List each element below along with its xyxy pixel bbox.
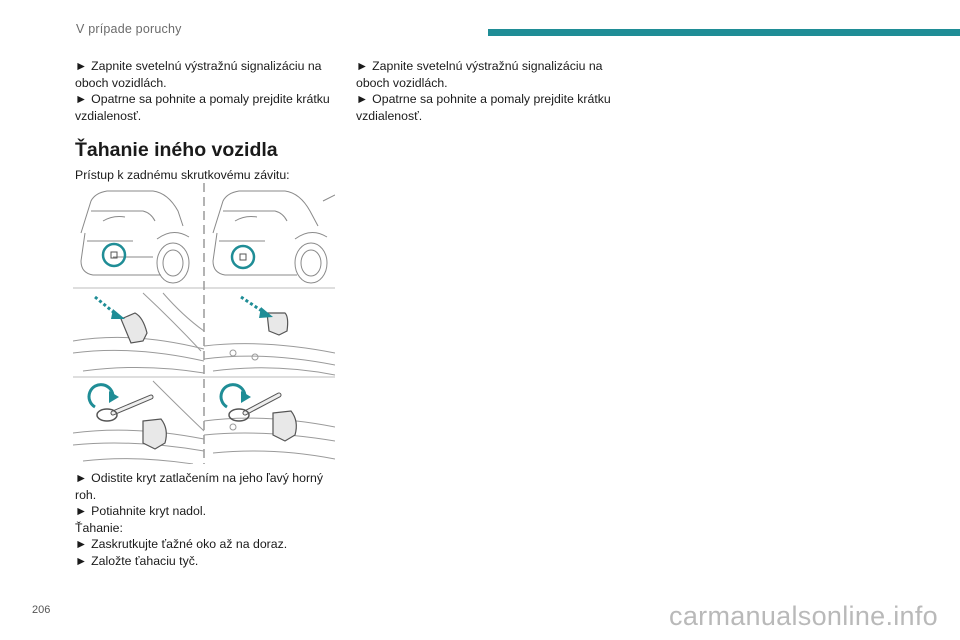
- bumper-bottom-right: [204, 418, 335, 459]
- step-line-2: roh.: [75, 487, 97, 502]
- intro-line-2: oboch vozidlách.: [75, 75, 167, 90]
- car-rear-left: [81, 191, 189, 283]
- right-line-4: vzdialenosť.: [356, 108, 423, 123]
- intro-line-4: vzdialenosť.: [75, 108, 142, 123]
- highlight-circle-right: [232, 246, 254, 268]
- car-rear-right: [213, 191, 335, 283]
- section-subtitle: Prístup k zadnému skrutkovému závitu:: [75, 168, 290, 182]
- step-line-6: ► Založte ťahaciu tyč.: [75, 553, 199, 568]
- right-line-2: oboch vozidlách.: [356, 75, 448, 90]
- bumper-bottom-left: [73, 381, 204, 464]
- instruction-steps: [75, 470, 345, 569]
- step-line-4: Ťahanie:: [75, 520, 123, 535]
- towing-eye-illustration: [73, 181, 335, 464]
- intro-line-3: ► Opatrne sa pohnite a pomaly prejdite krátku: [75, 92, 330, 106]
- left-column: [75, 58, 345, 184]
- step-line-1: ► Odistite kryt zatlačením na jeho ľavý horný: [75, 471, 324, 485]
- header-accent-bar: [488, 29, 960, 36]
- running-header: V prípade poruchy: [76, 22, 182, 36]
- section-heading: Ťahanie iného vozidla: [75, 139, 278, 161]
- cover-left: [121, 313, 147, 343]
- highlight-circle-left: [103, 244, 125, 266]
- intro-line-1: ► Zapnite svetelnú výstražnú signalizáciu na: [75, 59, 322, 73]
- bumper-detail-right: [204, 344, 335, 375]
- right-line-3: ► Opatrne sa pohnite a pomaly prejdite krátku: [356, 92, 611, 106]
- right-column: [356, 58, 618, 124]
- right-line-1: ► Zapnite svetelnú výstražnú signalizáciu na: [356, 59, 603, 73]
- step-line-3: ► Potiahnite kryt nadol.: [75, 504, 207, 518]
- watermark: carmanualsonline.info: [669, 601, 938, 631]
- step-line-5: ► Zaskrutkujte ťažné oko až na doraz.: [75, 537, 288, 551]
- page-number: 206: [32, 604, 51, 616]
